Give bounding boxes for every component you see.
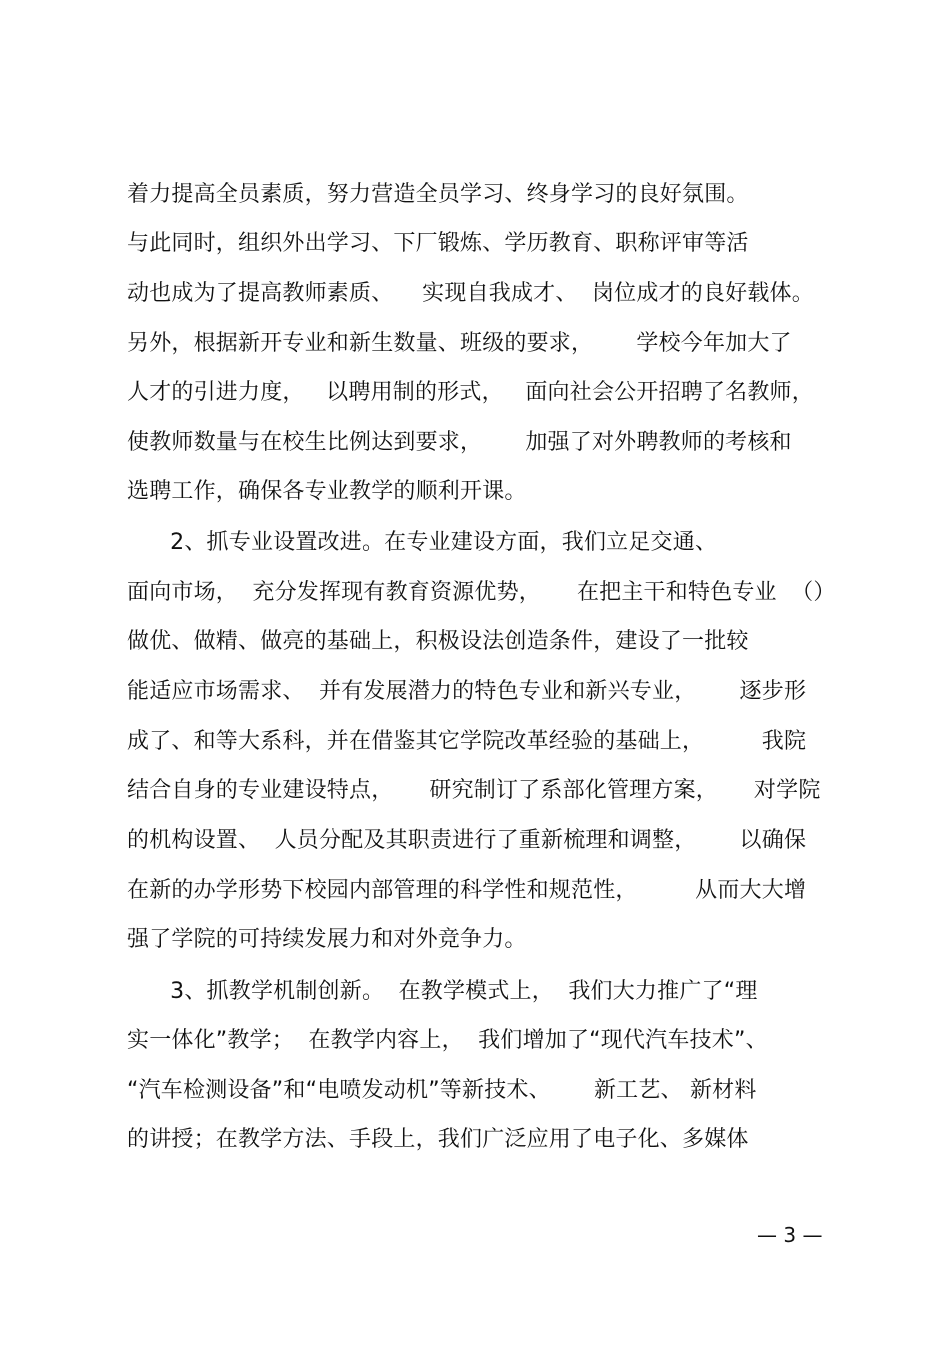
- text-line: 另外，根据新开专业和新生数量、班级的要求， 学校今年加大了: [127, 331, 792, 356]
- text-line: 面向市场， 充分发挥现有教育资源优势， 在把主干和特色专业 （）: [127, 580, 836, 605]
- page-number: — 3 —: [757, 1223, 823, 1247]
- text-line: 结合自身的专业建设特点， 研究制订了系部化管理方案， 对学院: [127, 778, 821, 803]
- text-line: 选聘工作，确保各专业教学的顺利开课。: [127, 479, 527, 504]
- text-line: 能适应市场需求、 并有发展潜力的特色专业和新兴专业， 逐步形: [127, 679, 807, 704]
- text-line: 着力提高全员素质，努力营造全员学习、终身学习的良好氛围。: [127, 182, 749, 207]
- text-line: 3、抓教学机制创新。 在教学模式上， 我们大力推广了“理: [127, 979, 758, 1004]
- text-line: “汽车检测设备”和“电喷发动机”等新技术、 新工艺、 新材料: [127, 1078, 757, 1103]
- text-line: 使教师数量与在校生比例达到要求， 加强了对外聘教师的考核和: [127, 430, 792, 455]
- text-line: 做优、做精、做亮的基础上，积极设法创造条件，建设了一批较: [127, 629, 749, 654]
- text-line: 实一体化”教学； 在教学内容上， 我们增加了“现代汽车技术”、: [127, 1028, 768, 1053]
- text-line: 成了、和等大系科，并在借鉴其它学院改革经验的基础上， 我院: [127, 729, 807, 754]
- text-line: 的机构设置、 人员分配及其职责进行了重新梳理和调整， 以确保: [127, 828, 807, 853]
- text-line: 强了学院的可持续发展力和对外竞争力。: [127, 927, 527, 952]
- text-line: 2、抓专业设置改进。在专业建设方面，我们立足交通、: [127, 530, 718, 555]
- text-line: 在新的办学形势下校园内部管理的科学性和规范性， 从而大大增: [127, 878, 807, 903]
- text-line: 的讲授；在教学方法、手段上，我们广泛应用了电子化、多媒体: [127, 1127, 749, 1152]
- text-line: 与此同时，组织外出学习、下厂锻炼、学历教育、职称评审等活: [127, 231, 749, 256]
- text-line: 动也成为了提高教师素质、 实现自我成才、 岗位成才的良好载体。: [127, 281, 814, 306]
- text-line: 人才的引进力度， 以聘用制的形式， 面向社会公开招聘了名教师，: [127, 380, 814, 405]
